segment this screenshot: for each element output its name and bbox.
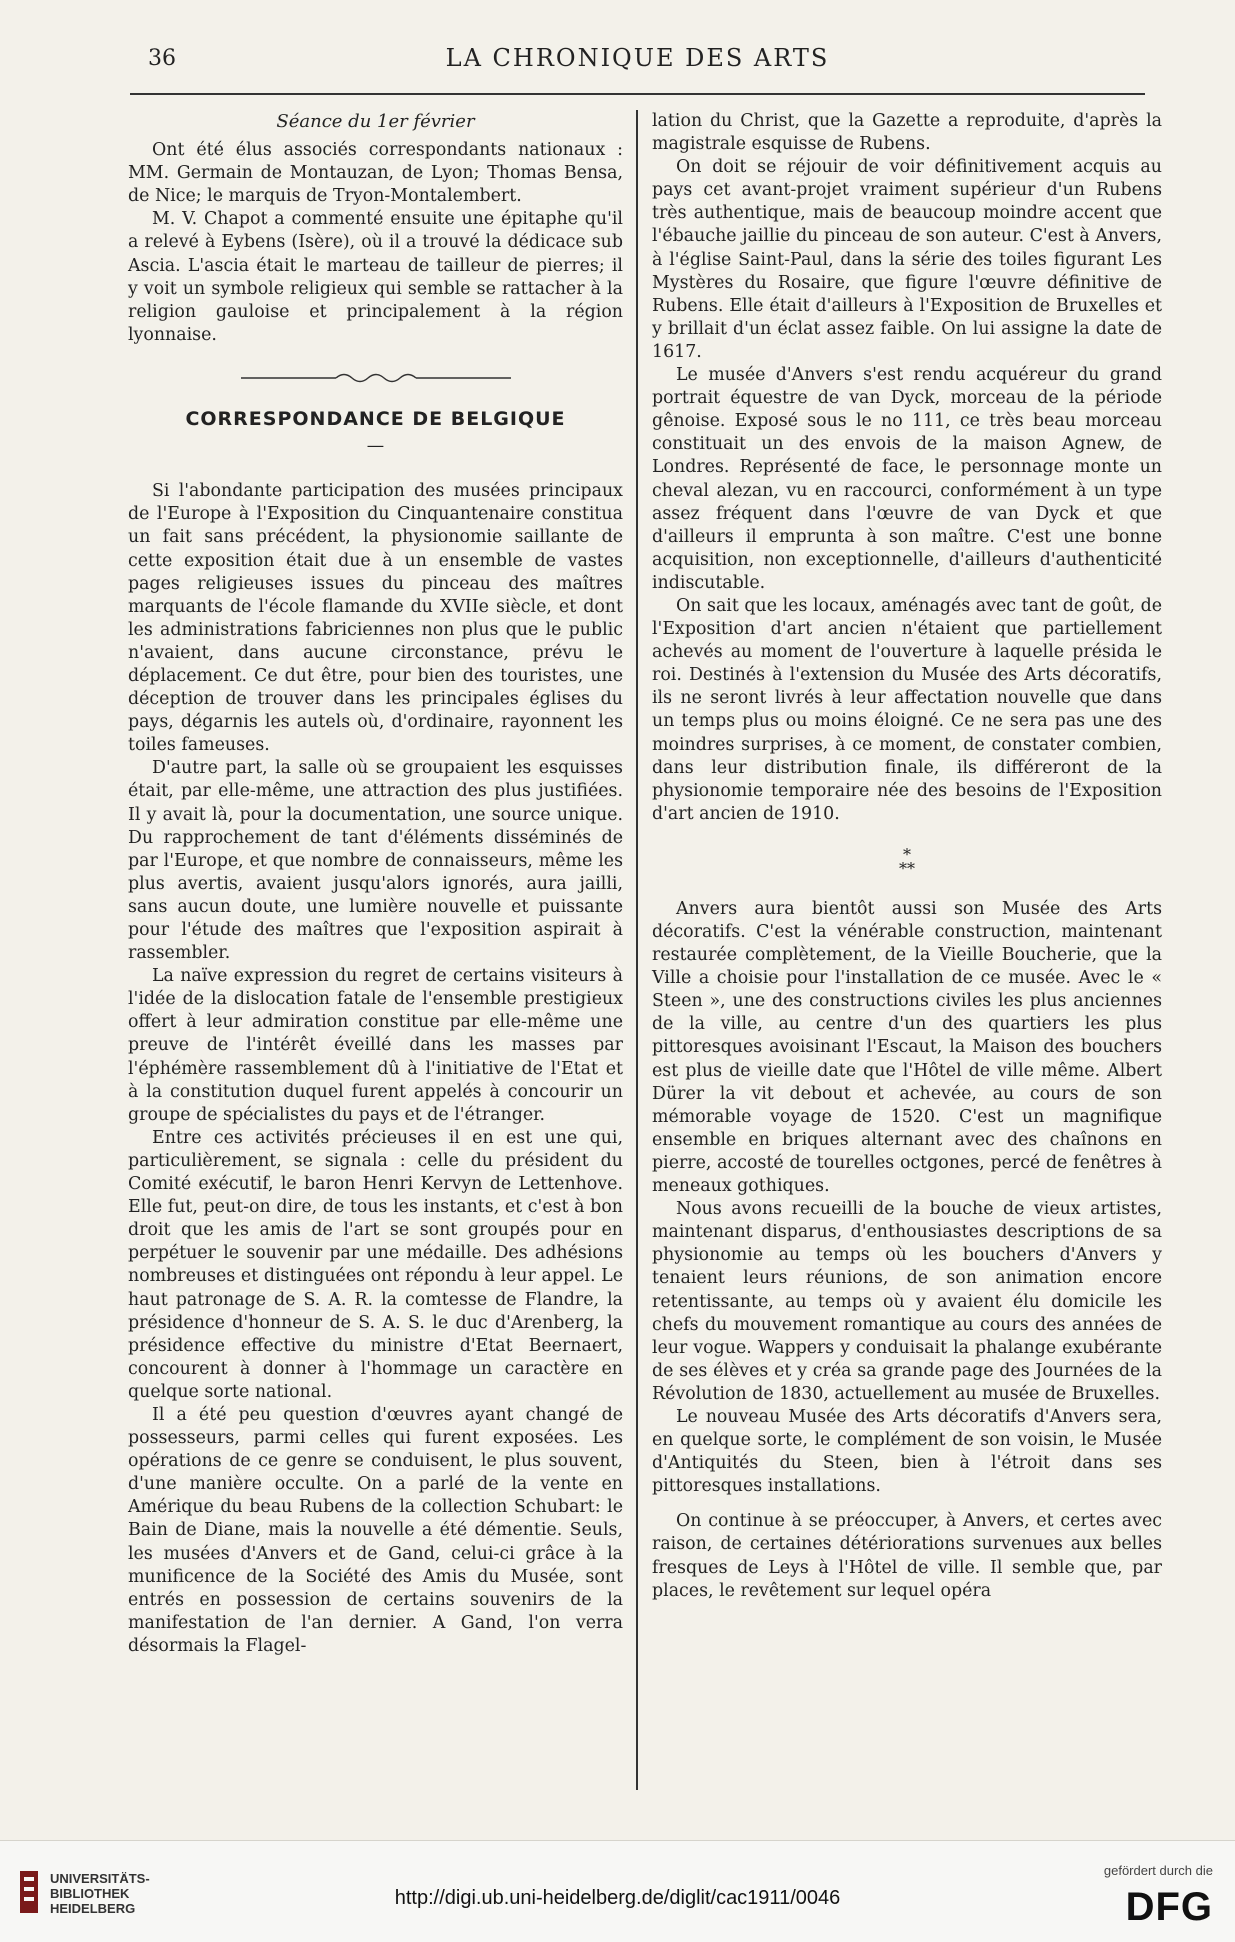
- running-head: LA CHRONIQUE DES ARTS: [445, 44, 830, 72]
- asterism: * **: [899, 844, 915, 878]
- paragraph: Il a été peu question d'œuvres ayant changé de possesseurs, parmi celles qui furent exposées. Les opérations de ce genre se conduisent, le plus souvent, d'une manière occulte. On a parlé de la vente en Amérique du beau Rubens de la collection Schubart: le Bain de Diane, mais la nouvelle a été démentie. Seuls, les musées d'Anvers et de Gand, celui-ci grâce à la munificence de la Société des Amis du Musée, sont entrés en possession de certains souvenirs de la manifestation de l'an dernier. A Gand, l'on verra désormais la Flagel-: [128, 1404, 623, 1656]
- paragraph: Le nouveau Musée des Arts décoratifs d'Anvers sera, en quelque sorte, le complément de son voisin, le Musée d'Antiquités du Steen, bien à l'étroit dans ses pittoresques installations.: [652, 1406, 1162, 1497]
- permalink[interactable]: http://digi.ub.uni-heidelberg.de/diglit/cac1911/0046: [394, 1887, 841, 1909]
- paragraph: On continue à se préoccuper, à Anvers, et certes avec raison, de certaines détériorations survenues aux belles fresques de Leys à l'Hôtel de ville. Il semble que, par places, le revêtement sur lequel opéra: [652, 1511, 1162, 1601]
- section-dash: —: [366, 436, 385, 457]
- university-name: UNIVERSITÄTS- BIBLIOTHEK HEIDELBERG: [50, 1871, 150, 1916]
- paragraph: M. V. Chapot a commenté ensuite une épitaphe qu'il a relevé à Eybens (Isère), où il a trouvé la dédicace sub Ascia. L'ascia était le marteau de tailleur de pierres; il y voit un symbole religieux qui semble se rattacher à la religion gauloise et principalement à la région lyonnaise.: [128, 209, 623, 345]
- left-column: [128, 110, 623, 1658]
- header-rule: [130, 93, 1145, 95]
- paragraph: On doit se réjouir de voir définitivement acquis au pays cet avant-projet vraiment supérieur d'un Rubens très authentique, mais de beaucoup moindre accent que l'ébauche jaillie du pinceau de son auteur. C'est à Anvers, à l'église Saint-Paul, dans la série des toiles figurant Les Mystères du Rosaire, que figure l'œuvre définitive de Rubens. Elle était d'ailleurs à l'Exposition de Bruxelles et y brillait d'un éclat assez faible. On lui assigne la date de 1617.: [652, 157, 1162, 362]
- ornament-divider: [128, 369, 623, 392]
- dfg-logo: DFG: [1125, 1885, 1213, 1929]
- page-number: 36: [148, 46, 176, 71]
- page-header: [130, 42, 1145, 82]
- paragraph: Le musée d'Anvers s'est rendu acquéreur du grand portrait équestre de van Dyck, morceau de la période gênoise. Exposé sous le no 111, ce très beau morceau constituait un des envois de la maison Agnew, de Londres. Représenté de face, le personnage monte un cheval alezan, vu en raccourci, conformément à un type assez fréquent dans l'œuvre de van Dyck et que d'ailleurs il emprunta à son maître. C'est une bonne acquisition, non exceptionnelle, d'ailleurs d'authenticité indiscutable.: [652, 365, 1162, 593]
- column-rule: [636, 110, 638, 1790]
- paragraph: Anvers aura bientôt aussi son Musée des Arts décoratifs. C'est la vénérable construction, maintenant restaurée complètement, de la Vieille Boucherie, que la Ville a choisie pour l'installation de ce musée. Avec le « Steen », une des constructions civiles les plus anciennes de la ville, au centre d'un des quartiers les plus pittoresques avoisinant l'Escaut, la Maison des bouchers est plus de vieille date que l'Hôtel de ville même. Albert Dürer la vit debout et achevée, au cours de son mémorable voyage de 1520. C'est un magnifique ensemble en briques alternant avec des chaînons en pierre, accosté de tourelles octgones, percé de fenêtres à meneaux gothiques.: [652, 898, 1162, 1197]
- paragraph: La naïve expression du regret de certains visiteurs à l'idée de la dislocation fatale de l'ensemble prestigieux offert à leur admiration constitue par elle-même une preuve de l'intérêt éveillé dans les masses par l'éphémère rassemblement dû à l'initiative de l'Etat et à la constitution duquel furent appelés à concourir un groupe de spécialistes du pays et de l'étranger.: [128, 966, 623, 1125]
- viewer-footer: [0, 1840, 1235, 1942]
- paragraph: Nous avons recueilli de la bouche de vieux artistes, maintenant disparus, d'enthousiastes descriptions de sa physionomie au temps où les bouchers d'Anvers y tenaient leurs réunions, de son animation encore retentissante, au temps où y avaient élu domicile les chefs du mouvement romantique au cours des années de leur vogue. Wappers y conduisait la phalange exubérante de ses élèves et y créa sa grande page des Journées de la Révolution de 1830, actuellement au musée de Bruxelles.: [652, 1199, 1162, 1404]
- funded-by-label: gefördert durch die: [1103, 1863, 1213, 1878]
- paragraph: lation du Christ, que la Gazette a reproduite, d'après la magistrale esquisse de Rubens.: [652, 111, 1162, 155]
- section-title: CORRESPONDANCE DE BELGIQUE: [185, 408, 566, 431]
- paragraph: D'autre part, la salle où se groupaient les esquisses était, par elle-même, une attraction des plus justifiées. Il y avait là, pour la documentation, une source unique. Du rapprochement de tant d'éléments disséminés de par l'Europe, et que nombre de connaisseurs, même les plus avertis, avaient jusqu'alors ignorés, aura jailli, sans aucun doute, une lumière nouvelle et puissante pour l'étude des maîtres que l'exposition aspirait à rassembler.: [128, 758, 623, 964]
- paragraph: Entre ces activités précieuses il en est une qui, particulièrement, se signala : celle du président du Comité exécutif, le baron Henri Kervyn de Lettenhove. Elle fut, peut-on dire, de tous les instants, et c'est à bon droit que les amis de l'art se sont groupés pour en perpétuer le souvenir par une médaille. Des adhésions nombreuses et distinguées ont répondu à leur appel. Le haut patronage de S. A. R. la comtesse de Flandre, la présidence d'honneur de S. A. S. le duc d'Arenberg, la présidence effective du ministre d'Etat Beernaert, concourent à donner à l'hommage un caractère en quelque sorte national.: [128, 1127, 623, 1402]
- paragraph: On sait que les locaux, aménagés avec tant de goût, de l'Exposition d'art ancien n'étaient que partiellement achevés au moment de l'ouverture à laquelle présida le roi. Destinés à l'extension du Musée des Arts décoratifs, ils ne seront livrés à leur affectation nouvelle que dans un temps plus ou moins éloigné. Ce ne sera pas une des moindres surprises, à ce moment, de constater combien, dans leur distribution finale, ils différeront de la physionomie temporaire née des besoins de l'Exposition d'art ancien de 1910.: [652, 595, 1162, 824]
- paragraph: Ont été élus associés correspondants nationaux : MM. Germain de Montauzan, de Lyon; Thomas Bensa, de Nice; le marquis de Tryon-Montalembert.: [128, 140, 623, 207]
- paragraph: Si l'abondante participation des musées principaux de l'Europe à l'Exposition du Cinquantenaire constitua un fait sans précédent, la physionomie saillante de cette exposition était due à un ensemble de vastes pages religieuses issues du pinceau des maîtres marquants de l'école flamande du XVIIe siècle, et dont les administrations fabriciennes non plus que le public n'avaient, dans aucune circonstance, prévu le déplacement. Ce dut être, pour bien des touristes, une déception de trouver dans les principales églises du pays, dégarnis les autels où, d'ordinaire, rayonnent les toiles fameuses.: [128, 481, 623, 756]
- right-column: [652, 110, 1162, 1603]
- sitting-title: Séance du 1er février: [276, 111, 475, 132]
